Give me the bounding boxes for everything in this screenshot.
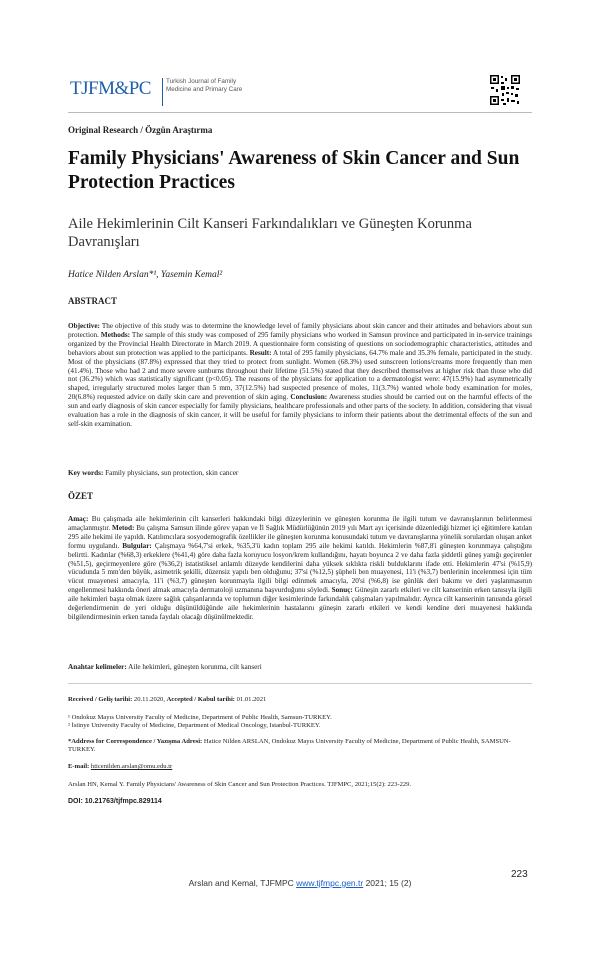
section-label: Original Research / Özgün Araştırma [68,125,213,135]
keywords-text: Family physicians, sun protection, skin cancer [103,469,239,477]
ozet-heading: ÖZET [68,491,94,501]
front-matter-rule [68,683,532,684]
result-text: A total of 295 family physicians, 64.7% male and 35.3% female, participated in the study. Most of the physicians (87.8%) expressed that they tried to protect from sunlight. Women (68.3%) used sunscreen lotions/creams more frequently than men (41.4%). Those who had 2 and more severe sunburns throughout their lifetime (51.5%) stated that they described themselves at higher risk than those who did not (36.2%) which was statistically significant (p<0.05). The reasons of the physicians for application to a dermatologist were: 47(15.9%) had asymmetrically shaped, irregularly structured moles larger than 5 mm, 37(12.5%) had suspected presence of moles, 11(3.7%) wanted whole body examination for moles, 20(6.8%) requested advice on daily skin care and prevention of skin aging. [68,348,532,402]
abstract-text [68,322,532,429]
author-separator: , [156,270,161,280]
email-line [68,763,172,771]
received-accepted-dates [68,696,266,704]
author-1: Hatice Nilden Arslan*¹ [68,270,157,280]
citation: Arslan HN, Kemal Y. Family Physicians' Awareness of Skin Cancer and Sun Protection Practices. TJFMPC, 2021;15(2): 223-229. [68,781,412,788]
yontem-text: Bu çalışma Samsun ilinde görev yapan ve İl Sağlık Müdürlüğünün 2019 yılı Mart ayı içerisinde düzenlediği hizmet içi eğitimlere katılan 295 aile hekimi ile yapıldı. Katılımcılara sosyodemografik özellikler ile güneşten korunma konusundaki tutum ve davranışlarına yönelik sorulardan oluşan anket formu uygulandı. [68,523,532,550]
sonuc-text: Güneşin zararlı etkileri ve cilt kanserinin erken tanısıyla ilgili aile hekimleri başta olmak üzere sağlık çalışanlarında ve toplumun diğer kesimlerinde farkındalık çalışmaları yapılmalıdır. Ayrıca cilt kanserinin tanısında görsel değerlendirmenin de yeri olduğu düşünüldüğünde aile hekimlerinin hastalarını güneşin zararlı etkileri ve kendi kendine deri muayenesi hakkında bilgilendirmesinin erken tanıda faydalı olacağı düşünülmektedir. [68,586,532,621]
author-list [68,270,222,280]
page-number: 223 [511,869,528,880]
objective-text: The objective of this study was to determine the knowledge level of family physicians about skin cancer and their attitudes and behaviors about sun protection. [68,322,532,339]
sonuc-label: Sonuç: [331,586,353,595]
journal-logo-text: TJFM&PC [70,78,151,99]
journal-website-link[interactable]: www.tjfmpc.gen.tr [296,878,364,888]
abstract-heading: ABSTRACT [68,296,118,306]
bulgular-label: Bulgular: [122,541,152,550]
article-title: Family Physicians' Awareness of Skin Cancer and Sun Protection Practices [68,148,520,193]
doi-label: DOI: [68,798,83,805]
keywords-label: Key words: [68,469,104,477]
received-label: Received / Geliş tarihi: [68,696,133,703]
affiliation-1: ¹ Ondokuz Mayıs University Faculty of Medicine, Department of Public Health, Samsun-TURKEY. [68,714,332,721]
journal-logo-subtitle: Turkish Journal of Family Medicine and Primary Care [166,78,243,93]
accepted-label: Accepted / Kabul tarihi: [166,696,235,703]
correspondence-label: *Address for Correspondence / Yazışma Adresi: [68,738,203,745]
qr-code-icon [489,74,521,106]
accepted-value: 01.01.2021 [234,696,267,703]
result-label: Result: [249,348,272,357]
correspondence-text: Hatice Nilden ARSLAN, Ondokuz Mayıs University Faculty of Medicine, Department of Public Health, SAMSUN-TURKEY. [68,738,511,754]
footer-suffix: 2021; 15 (2) [363,878,412,888]
page-footer [0,878,600,888]
conclusion-text: Awareness studies should be carried out on the harmful effects of the sun and early diagnosis of skin cancer especially for family physicians, healthcare professionals and other parts of the society. In addition, considering that visual evaluation has a role in the diagnosis of skin cancer, it will be useful for family physicians to inform their patients about the detrimental effects of the sun and self-skin examination. [68,393,532,428]
affiliation-2: ² İstinye University Faculty of Medicine, Department of Medical Oncology, Istanbul-TURKEY. [68,722,321,729]
article-title-turkish: Aile Hekimlerinin Cilt Kanseri Farkındalıkları ve Güneşten Korunma Davranışları [68,216,472,250]
anahtar-kelimeler [68,663,262,671]
received-value: 20.11.2020, [132,696,167,703]
doi-line [68,798,162,805]
header-rule [68,112,532,113]
anahtar-label: Anahtar kelimeler: [68,663,127,671]
amac-text: Bu çalışmada aile hekimlerinin cilt kanserleri hakkındaki bilgi düzeylerinin ve güneşten korunma ile ilgili tutum ve davranışlarının belirlenmesi amaçlanmıştır. [68,515,532,532]
anahtar-text: Aile hekimleri, güneşten korunma, cilt kanseri [126,663,262,671]
email-label: E-mail: [68,763,90,770]
ozet-text [68,515,532,622]
doi-value[interactable]: 10.21763/tjfmpc.829114 [82,798,162,805]
correspondence-address [68,738,532,754]
footer-prefix: Arslan and Kemal, TJFMPC [188,878,297,888]
yontem-label: Metod: [112,523,135,532]
methods-label: Methods: [100,330,131,339]
objective-label: Objective: [68,322,100,330]
logo-divider [162,78,163,106]
bulgular-text: Çalışmaya %64,7'si erkek, %35,3'ü kadın toplam 295 aile hekimi katıldı. Hekimlerin %87,8'i güneşten korunmaya çalıştığını belirtti. Kadınlar (%68,3) erkeklere (%41,4) göre daha fazla koruyucu losyon/krem kullandığını, hayatı boyunca 2 ve daha fazla şiddetli güneş yanığı geçirenler (%51,5), geçirmeyenlere göre (%36,2) istatistiksel anlamlı düzeyde kendilerini daha yüksek sıklıkta riskli bulduklarını ifade etti. Hekimlerin 47'si (%15,9) vücudunda 5 mm'den büyük, asimetrik şekilli, düzensiz yapılı ben olduğunu; 37'si (%12,5) şüpheli ben muayenesi, 11'i (%3,7) benlerinin incelenmesi için tüm vücut muayenesi amacıyla, 11'i (%3,7) güneşten korunmayla ilgili bilgi edinmek amacıyla, 20'si (%6,8) ise günlük deri bakımı ve deri yaşlanmasının engellenmesi hakkında öneri almak amacıyla dermatoloji uzmanına başvurduğunu söyledi. [68,541,533,595]
author-2: Yasemin Kemal² [160,270,223,280]
amac-label: Amaç: [68,515,89,523]
keywords [68,469,238,477]
conclusion-label: Conclusion: [290,393,328,402]
methods-text: The sample of this study was composed of 295 family physicians who worked in Samsun province and participated in in-service trainings organized by the Provincial Health Directorate in March 2019. A questionnaire form consisting of questions on sociodemographic characteristics, attitudes and behaviors about sun protection was applied to the participants. [68,330,533,357]
email-link[interactable]: hticenilden.arslan@omu.edu.tr [90,763,173,770]
